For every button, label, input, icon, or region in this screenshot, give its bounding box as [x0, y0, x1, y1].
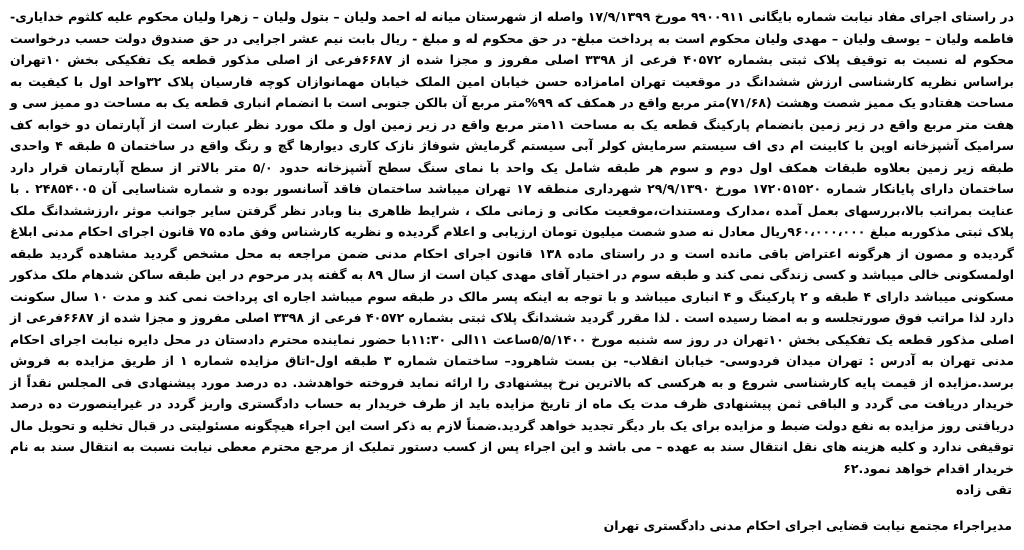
signatory-name: تقی زاده [956, 482, 1012, 497]
signatory-title: مدیراجراء مجتمع نیابت قضایی اجرای احکام مدنی دادگستری تهران [603, 518, 1012, 533]
signature-block [604, 482, 1012, 533]
notice-body-text: در راستای اجرای مفاد نیابت شماره بایگانی ۹۹۰۰۹۱۱ مورخ ۱۷/۹/۱۳۹۹ واصله از شهرستان میانه له احمد ولیان – بتول ولیان – زهرا ولیان محکوم علیه کلثوم خدایاری- فاطمه ولیان – یوسف ولیان – مهدی ولیان محکوم است به پرداخت مبلغ- در حق محکوم له و مبلغ - ریال بابت نیم عشر اجرایی در حق صندوق دولت حسب درخواست محکوم له نسبت به توقیف پلاک ثبتی بشماره ۴۰۵۷۲ فرعی از ۳۳۹۸ اصلی مفروز و مجزا شده از ۶۶۸۷فرعی از اصلی مذکور قطعه یک تفکیکی بخش ۱۰تهران براساس نظریه کارشناسی ارزش ششدانگ در موقعیت تهران امامزاده حسن خیابان امین الملک خیابان مهمانوازان کوچه فارسیان پلاک ۳۲واحد اول با کیفیت به مساحت هفتادو یک ممیز شصت وهشت (۷۱/۶۸)متر مربع واقع در همکف که ۹۹%متر مربع آن بالکن جنوبی است با انضمام انباری قطعه یک به مساحت دو ممیز سی و هفت متر مربع واقع در زیر زمین بانضمام پارکینگ قطعه یک به مساحت ۱۱متر مربع واقع در زیر زمین اول و ملک مورد نظر عبارت است از آپارتمان دو خوابه کف سرامیک آشپزخانه اوپن با کابینت ام دی اف سیستم سرمایش کولر آبی سیستم گرمایش شوفاژ نازک کاری دیوارها گچ و رنگ واقع در ساختمان ۵ طبقه ۴ واحدی طبقه زیر زمین بعلاوه طبقات همکف اول دوم و سوم هر طبقه شامل یک واحد با نمای سنگ سطح آشپزخانه حدود ۵/۰ متر بالاتر از سطح آپارتمان قرار دارد ساختمان دارای پایانکار شماره ۱۷۲۰۵۱۵۲۰ مورخ ۲۹/۹/۱۳۹۰ شهرداری منطقه ۱۷ تهران میباشد ساختمان فاقد آسانسور بوده و شماره شناسایی آن ۲۴۸۵۴۰۰۵ . با عنایت بمراتب بالا،بررسهای بعمل آمده ،مدارک ومستندات،موقعیت مکانی و زمانی ملک ، شرایط ظاهری بنا وبادر نظر گرفتن سایر جوانب موثر ،ارزششدانگ ملک پلاک ثبتی مذکوربه مبلغ ۹۶۰،۰۰۰،۰۰۰ریال معادل نه صدو شصت میلیون تومان ارزیابی و اعلام گردیده و نظریه کارشناس وفق ماده ۷۵ قانون اجرای احکام مدنی ابلاغ گردیده و مصون از هرگونه اعتراض باقی مانده است و در راستای ماده ۱۳۸ قانون اجرای احکام مدنی ضمن مراجعه به محل مشخص گردید مشاهده گردید طبقه اولمسکونی خالی میباشد و کسی زندگی نمی کند و طبقه سوم در اختیار آقای مهدی کیان است از سال ۸۹ به گفته پدر مرحوم در این طبقه ساکن شدهام ملک مذکور مسکونی میباشد دارای ۴ طبقه و ۲ پارکینگ و ۴ انباری میباشد و با توجه به اینکه پسر مالک در طبقه سوم میباشد اجاره ای پرداخت نمی کند و مدت ۱۰ سال سکونت دارد لذا مراتب فوق صورتجلسه و به امضا رسیده است . لذا مقرر گردید ششدانگ پلاک ثبتی بشماره ۴۰۵۷۲ فرعی از ۳۳۹۸ اصلی مفروز و مجزا شده از ۶۶۸۷فرعی از اصلی مذکور قطعه یک تفکیکی بخش ۱۰تهران در روز سه شنبه مورخ ۵/۵/۱۴۰۰ساعت ۱۱الی ۱۱:۳۰با حضور نماینده محترم دادستان در محل دایره نیابت اجرای احکام مدنی تهران به آدرس : تهران میدان فردوسی- خیابان انقلاب- بن بست شاهرود– ساختمان شماره ۳ طبقه اول-اتاق مزایده شماره ۱ از طریق مزایده به فروش برسد.مزایده از قیمت پایه کارشناسی شروع و به هرکسی که بالاترین نرخ پیشنهادی را ارائه نماید فروخته خواهدشد. ده درصد مورد پیشنهادی فی المجلس نقداً از خریدار دریافت می گردد و الباقی ثمن پیشنهادی ظرف مدت یک ماه از تاریخ مزایده باید از طرف خریدار به حساب دادگستری واریز گردد در غیراینصورت ده درصد دریافتی روز مزایده به نفع دولت ضبط و مزایده برای یک بار دیگر تجدید خواهد گردید.ضمناً لازم به ذکر است این اجراء هیچگونه مسئولیتی در قبال تخلیه و تحویل مال توقیفی ندارد و کلیه هزینه های نقل انتقال سند به عهده – می باشد و این اجراء پس از کسب دستور تملیک از مرجع محترم معطی نیابت نسبت به انتقال سند به نام خریدار اقدام خواهد نمود.۶۲ [10, 9, 1015, 476]
auction-notice [10, 6, 1014, 479]
